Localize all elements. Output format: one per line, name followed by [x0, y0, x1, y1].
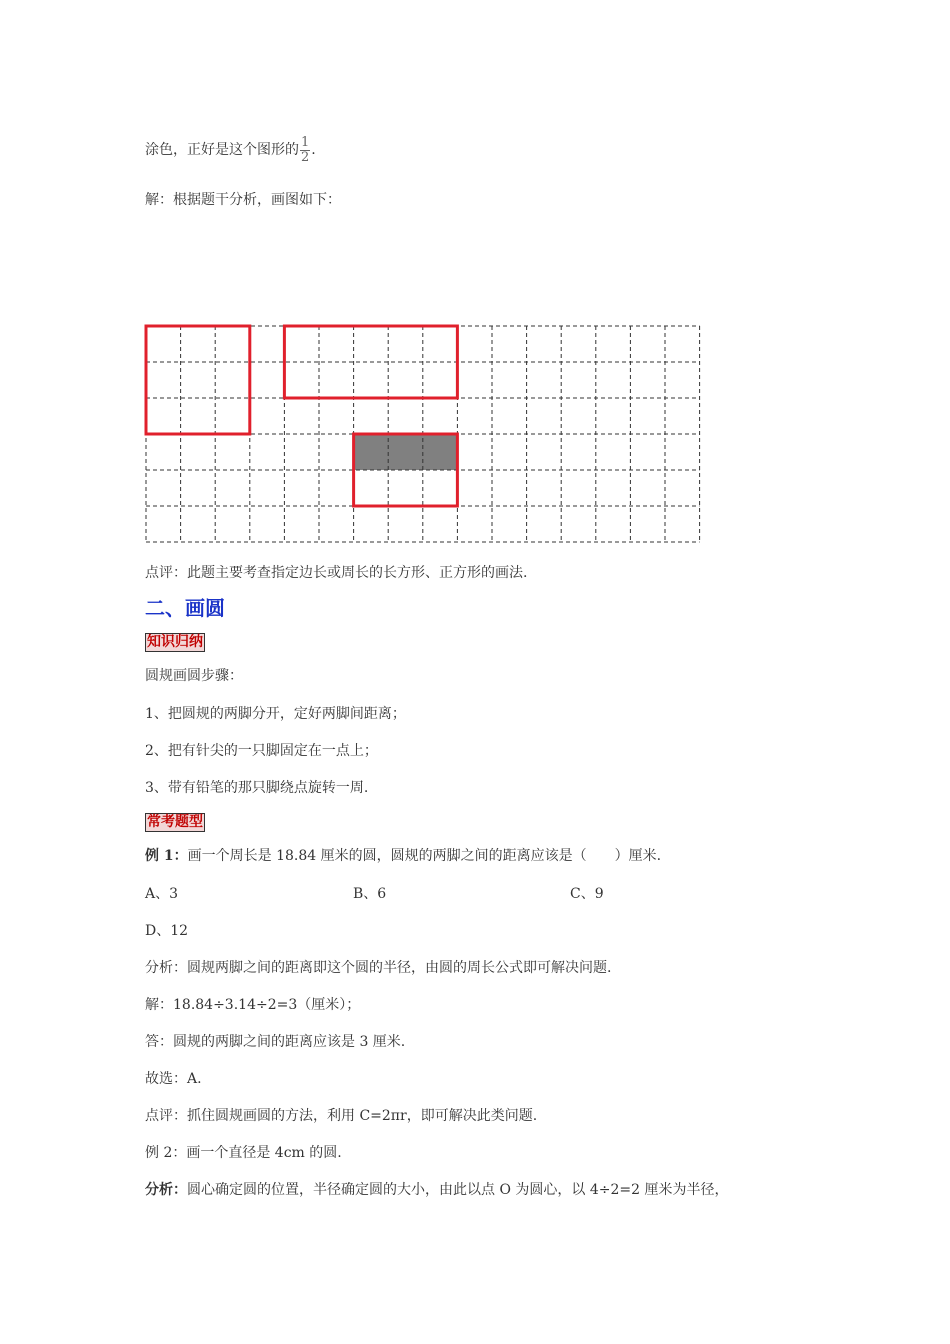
fraction-line-text: 涂色，正好是这个图形的 [145, 142, 299, 158]
answer-1: 答：圆规的两脚之间的距离应该是 3 厘米. [145, 1034, 406, 1050]
solution-1: 解：18.84÷3.14÷2=3（厘米）； [145, 997, 361, 1013]
option-d: D、12 [145, 923, 189, 939]
fraction-denominator: 2 [301, 149, 310, 165]
option-a: A、3 [145, 886, 179, 902]
option-b: B、6 [353, 886, 387, 902]
section-title: 二、画圆 [145, 596, 225, 620]
knowledge-tag: 知识归纳 [147, 634, 203, 650]
analysis-2-label: 分析： [145, 1182, 187, 1198]
step-2: 2、把有针尖的一只脚固定在一点上； [145, 743, 378, 759]
example-1-label: 例 1： [145, 848, 188, 864]
comment-1: 点评：此题主要考查指定边长或周长的长方形、正方形的画法. [145, 565, 528, 581]
choice-1: 故选：A. [145, 1071, 202, 1087]
option-c: C、9 [570, 886, 604, 902]
example-2: 例 2：画一个直径是 4cm 的圆. [145, 1145, 342, 1161]
analysis-1: 分析：圆规两脚之间的距离即这个圆的半径，由圆的周长公式即可解决问题. [145, 960, 612, 976]
analysis-2-text: 圆心确定圆的位置，半径确定圆的大小，由此以点 O 为圆心，以 4÷2=2 厘米为半径， [187, 1182, 729, 1198]
solution-intro: 解：根据题干分析，画图如下： [145, 192, 341, 208]
fraction-numerator: 1 [301, 134, 310, 150]
shaded-region [354, 434, 458, 470]
example-1-text: 画一个周长是 18.84 厘米的圆，圆规的两脚之间的距离应该是（ ）厘米. [187, 848, 662, 864]
question-type-tag: 常考题型 [147, 814, 203, 830]
step-3: 3、带有铅笔的那只脚绕点旋转一周. [145, 780, 369, 796]
fraction-line-end: . [311, 142, 316, 158]
red-rectangle-1 [146, 326, 250, 434]
step-1: 1、把圆规的两脚分开，定好两脚间距离； [145, 706, 406, 722]
comment-2: 点评：抓住圆规画圆的方法，利用 C=2πr，即可解决此类问题. [145, 1108, 538, 1124]
steps-title: 圆规画圆步骤： [145, 668, 243, 684]
analysis-2 [145, 1180, 728, 1200]
example-1 [145, 846, 661, 866]
